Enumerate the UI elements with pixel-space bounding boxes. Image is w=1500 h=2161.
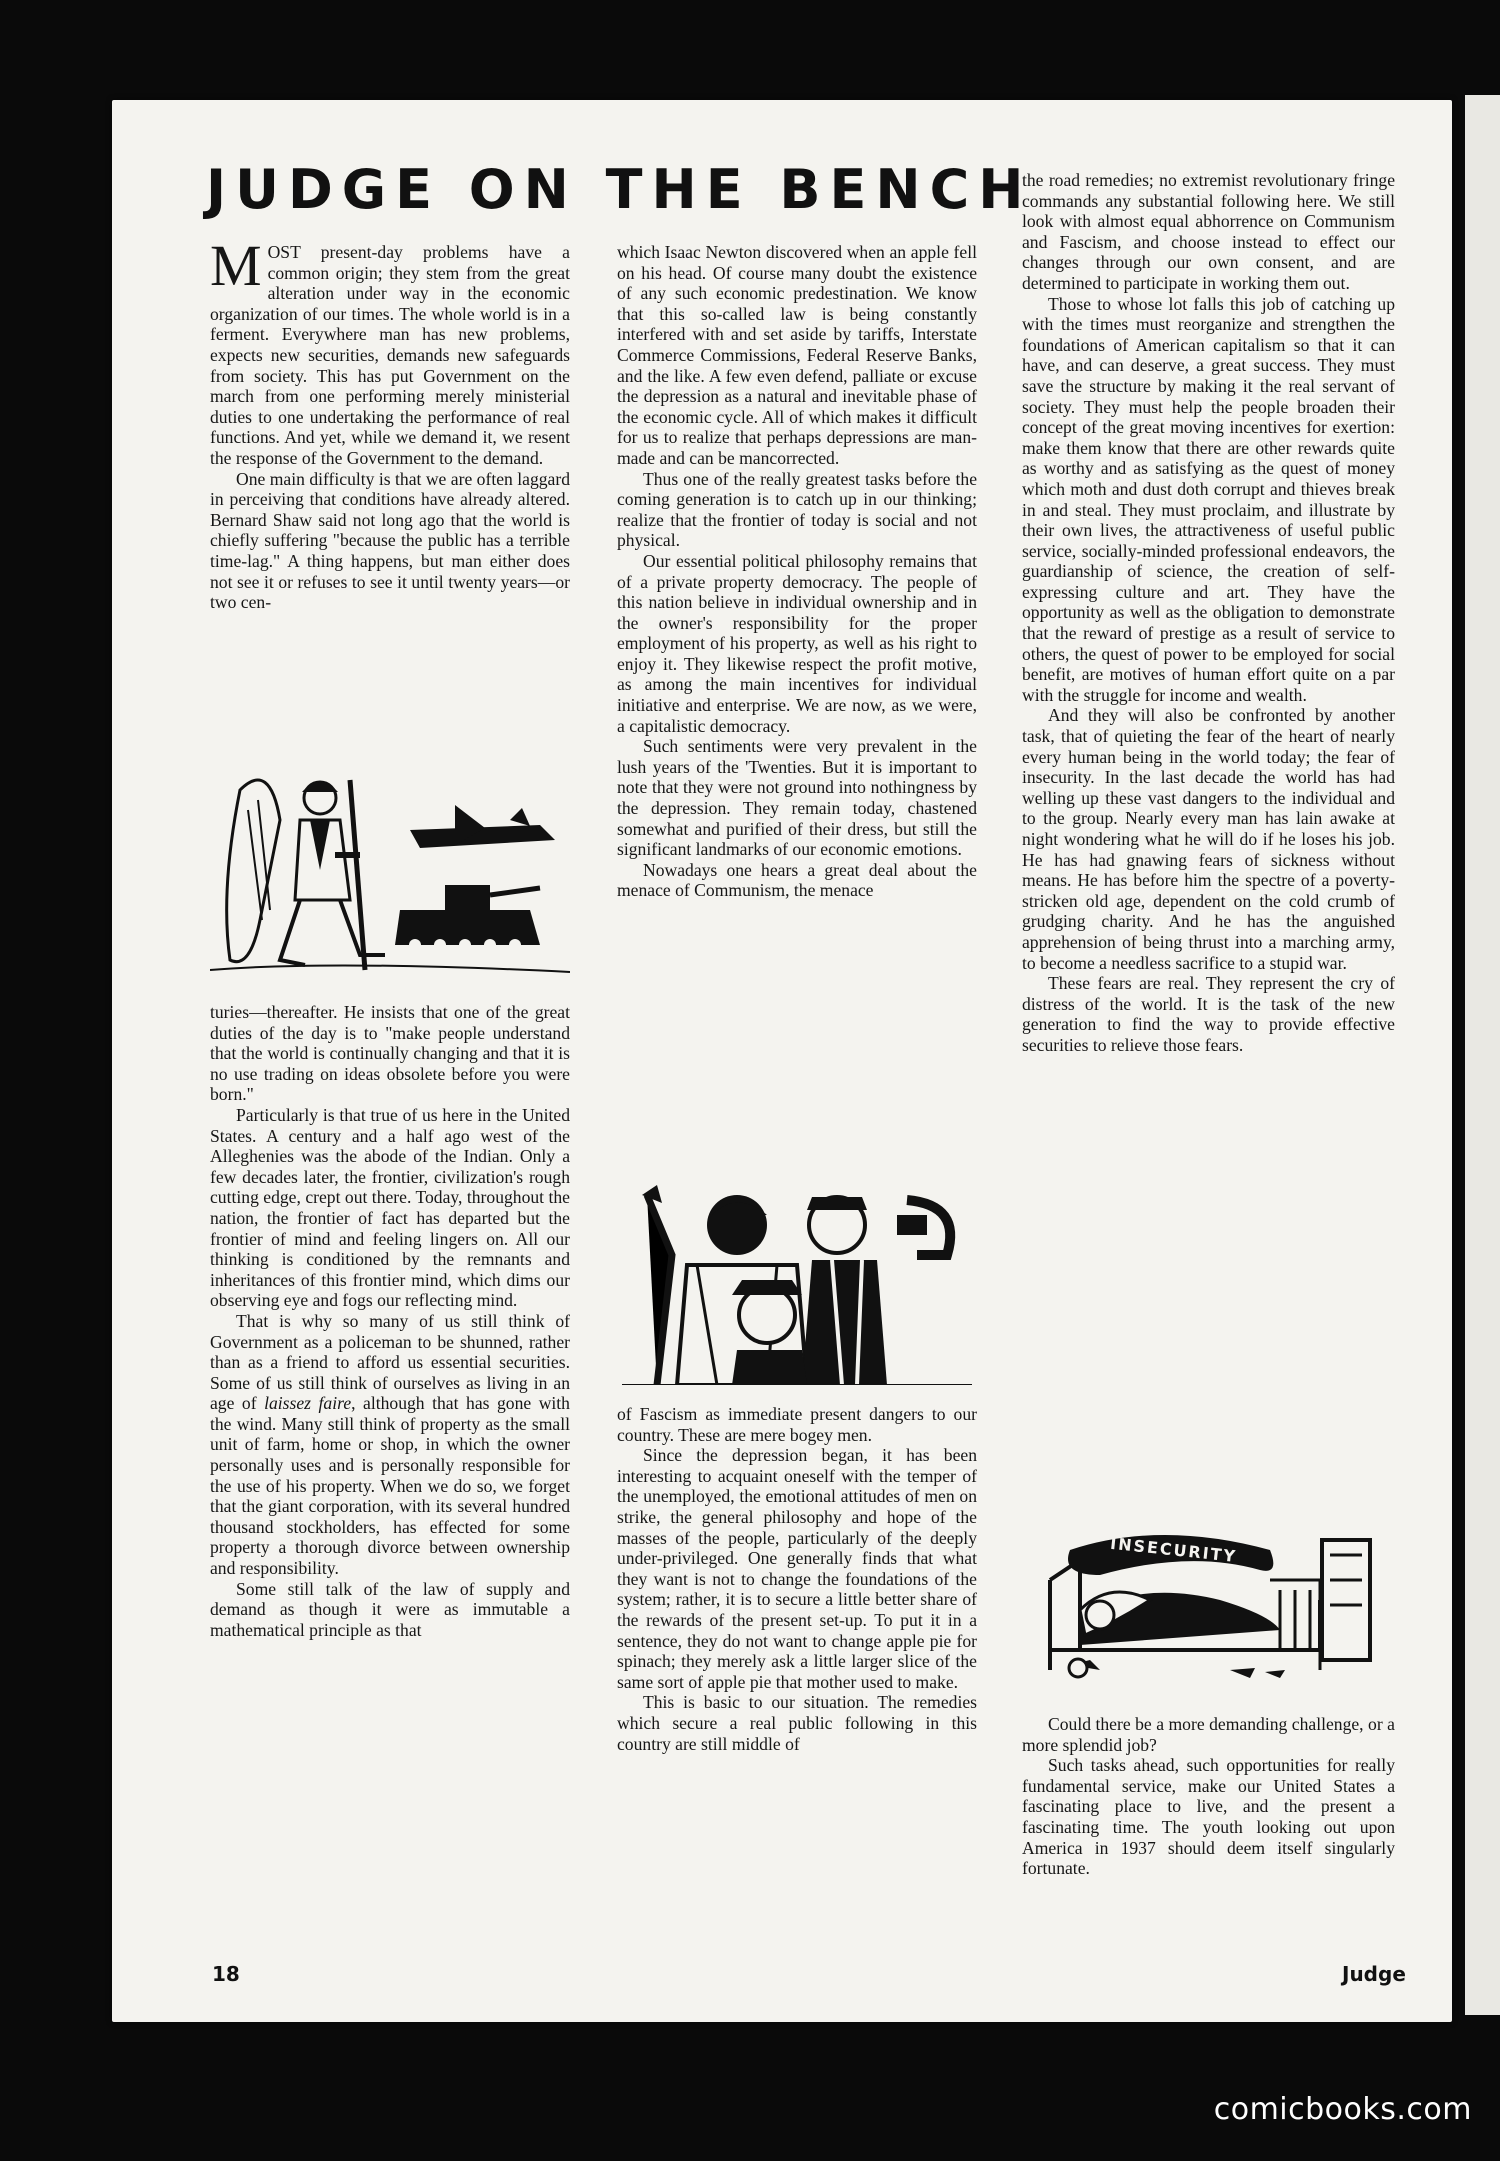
illustration-insecurity-sleeper [1040, 1520, 1380, 1685]
paragraph: And they will also be confronted by another task, that of quieting the fear of the heart of nearly every human being in the world today; the fear of insecurity. In the last decade the world has had welling up these vast dangers to the individual and to the group. Nearly every man has lain awake at night wondering what he will do if he loses his job. He has had gnawing fears of sickness without means. He has before him the spectre of a poverty-stricken old age, dependent on the cold crumb of grudging charity. And he has the anguished apprehension of being thrust into a marching army, to become a needless sacrifice to a stupid war. [1022, 705, 1395, 973]
drop-cap: M [210, 233, 262, 298]
paragraph: Our essential political philosophy remains that of a private property democracy. The people of this nation believe in individual ownership and in the owner's responsibility for the proper employment of his property, as well as his right to enjoy it. They likewise respect the profit motive, as among the main incentives for individual initiative and enterprise. We are now, as we were, a capitalistic democracy. [617, 550, 977, 736]
column-1-bottom [210, 1002, 570, 1640]
illustration-communist-fascist-figures [617, 1185, 977, 1385]
paragraph: Some still talk of the law of supply and demand as though it were as immutable a mathematical principle as that [210, 1578, 570, 1640]
insecurity-label: INSECURITY [1109, 1533, 1238, 1566]
paragraph: turies—thereafter. He insists that one of the great duties of the day is to "make people understand that the world is continually changing and that it is no use trading on ideas obsolete before you were born." [210, 1002, 570, 1105]
paragraph: the road remedies; no extremist revolutionary fringe commands any substantial following here. We still look with almost equal abhorrence on Communism and Fascism, and choose instead to effect our changes through our own consent, and are determined to participate in working them out. [1022, 170, 1395, 293]
paragraph: This is basic to our situation. The remedies which secure a real public following in this country are still middle of [617, 1692, 977, 1754]
paragraph: of Fascism as immediate present dangers to our country. These are mere bogey men. [617, 1404, 977, 1445]
magazine-page [112, 100, 1452, 2022]
article-title: JUDGE ON THE BENCH [206, 158, 1033, 221]
paragraph: Particularly is that true of us here in the United States. A century and a half ago west of the Alleghenies was the abode of the Indian. Only a few decades later, the frontier, civilization's rough cutting edge, crept out there. Today, throughout the nation, the frontier of fact has departed but the frontier of mind and feeling lingers on. All our thinking is conditioned by the remnants and inheritances of this frontier mind, which dims our observing eye and fogs our reflecting mind. [210, 1104, 570, 1311]
illustration-soldier-businessman [210, 760, 570, 985]
column-3-bottom [1022, 1714, 1395, 1879]
facing-page-edge [1465, 95, 1500, 2015]
paragraph: Could there be a more demanding challenge, or a more splendid job? [1022, 1714, 1395, 1755]
column-1-top [210, 233, 570, 613]
paragraph: These fears are real. They represent the cry of distress of the world. It is the task of the new generation to find the way to provide effective securities to relieve those fears. [1022, 973, 1395, 1055]
paragraph: Nowadays one hears a great deal about the menace of Communism, the menace [617, 859, 977, 901]
magazine-name: Judge [1342, 1962, 1406, 1986]
paragraph: Such sentiments were very prevalent in the lush years of the 'Twenties. But it is important to note that they were not ground into nothingness by the depression. They remain today, chastened somewhat and purified of their dress, but still the significant landmarks of our economic emotions. [617, 736, 977, 860]
watermark-text: comicbooks.com [1213, 2092, 1472, 2127]
column-2-bottom [617, 1404, 977, 1754]
column-3-top [1022, 170, 1395, 1056]
paragraph: MOST present-day problems have a common origin; they stem from the great alteration under way in the economic organization of our times. The whole world is in a ferment. Everywhere man has new problems, expects new securities, demands new safeguards from society. This has put Government on the march from one performing merely ministerial duties to one undertaking the performance of real functions. And yet, while we demand it, we resent the response of the Government to the demand. [210, 233, 570, 468]
paragraph: Those to whose lot falls this job of catching up with the times must reorganize and strengthen the foundations of American capitalism so that it can have, and can deserve, a great success. They must save the structure by making it the real servant of society. They must help the people broaden their concept of the great moving incentives for exertion: make them know that there are other rewards quite as worthy and as satisfying as the quest of money which moth and dust doth corrupt and thieves break in and steal. They must proclaim, and illustrate by their own lives, the attractiveness of useful public service, socially-minded professional endeavors, the guardianship of science, the creation of self-expressing culture and art. They have the opportunity as well as the obligation to demonstrate that the reward of prestige as a result of service to others, the quest of power to be employed for social benefit, are motives of human effort quite on a par with the struggle for income and wealth. [1022, 293, 1395, 705]
paragraph: One main difficulty is that we are often laggard in perceiving that conditions have already altered. Bernard Shaw said not long ago that the world is chiefly suffering "because the public has a terrible time-lag." A thing happens, but man either does not see it or refuses to see it until twenty years—or two cen- [210, 468, 570, 613]
paragraph: Since the depression began, it has been interesting to acquaint oneself with the temper of the unemployed, the emotional attitudes of men on strike, the general philosophy and hope of the masses of the people, particularly of the deeply under-privileged. One generally finds that what they want is not to change the foundations of the system; rather, it is to secure a little better share of the rewards of the present set-up. To put it in a sentence, they do not want to change apple pie for spinach; they merely ask a little larger slice of the same sort of apple pie that mother used to make. [617, 1445, 977, 1692]
page-number: 18 [212, 1962, 240, 1986]
paragraph: Such tasks ahead, such opportunities for really fundamental service, make our United States a fascinating place to live, and the present a fascinating time. The youth looking out upon America in 1937 should deem itself singularly fortunate. [1022, 1755, 1395, 1879]
column-2-top [617, 242, 977, 901]
paragraph: which Isaac Newton discovered when an apple fell on his head. Of course many doubt the existence of any such economic predestination. We know that this so-called law is being constantly interfered with and set aside by tariffs, Interstate Commerce Commissions, Federal Reserve Banks, and the like. A few even defend, palliate or excuse the depression as a natural and inevitable phase of the economic cycle. All of which makes it difficult for us to realize that perhaps depressions are man-made and can be mancorrected. [617, 242, 977, 468]
paragraph: Thus one of the really greatest tasks before the coming generation is to catch up in our thinking; realize that the frontier of today is social and not physical. [617, 468, 977, 551]
paragraph: That is why so many of us still think of Government as a policeman to be shunned, rather than as a friend to afford us essential securities. Some of us still think of ourselves as living in an age of laissez faire, although that has gone with the wind. Many still think of property as the small unit of farm, home or shop, in which the owner personally uses and is personally responsible for the use of his property. When we do so, we forget that the giant corporation, with its several hundred thousand stockholders, has effected for some property a thorough divorce between ownership and responsibility. [210, 1310, 570, 1579]
